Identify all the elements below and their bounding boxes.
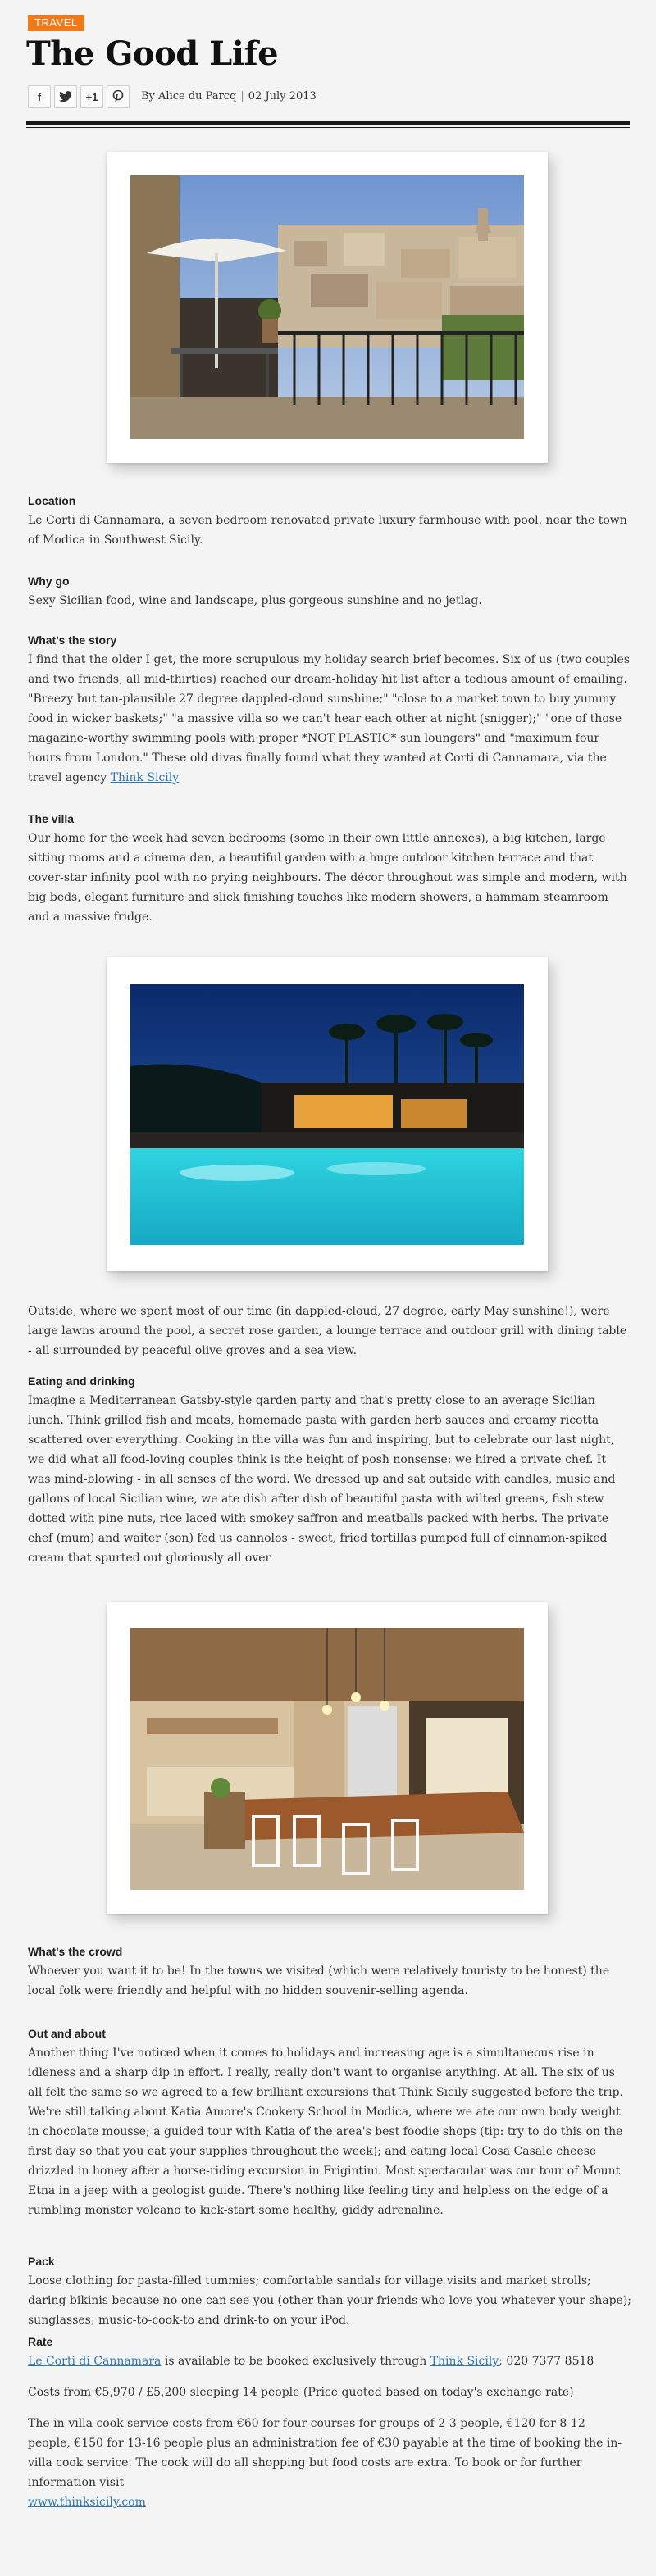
section-out-about xyxy=(28,2026,631,2220)
pinterest-icon[interactable] xyxy=(107,85,130,108)
section-body: I find that the older I get, the more scrupulous my holiday search brief becomes. Six of us (two couples and two friends, all mid-thirties) reached our dream-holiday hit list after a tedious amount of emailing. "Breezy but tan-plausible 27 degree dappled-cloud sunshine;" "close to a market town to buy yummy food in wicker baskets;" "a massive villa so we can't hear each other at night (snigger);" "one of those magazine-worthy swimming pools with proper *NOT PLASTIC* sun loungers" and "maximum four hours from London." These old divas finally found what they wanted at Corti di Cannamara, via the travel agency Think Sicily xyxy=(28,653,631,784)
kitchen-photo xyxy=(130,1628,524,1890)
think-sicily-link[interactable]: Think Sicily xyxy=(430,2355,499,2368)
share-bar xyxy=(28,85,130,108)
section-body: Whoever you want it to be! In the towns we visited (which were relatively touristy to be honest) the local folk were friendly and helpful with no hidden souvenir-selling agenda. xyxy=(28,1965,610,1997)
section-body: Outside, where we spent most of our time (in dappled-cloud, 27 degree, early May sunshine!), were large lawns around the pool, a secret rose garden, a lounge terrace and outdoor grill with dining table - all surrounded by peaceful olive groves and a sea view. xyxy=(28,1305,627,1357)
section-heading: Out and about xyxy=(28,2027,106,2040)
section-body: Le Corti di Cannamara, a seven bedroom renovated private luxury farmhouse with pool, near the town of Modica in Southwest Sicily. xyxy=(28,514,627,547)
section-outside xyxy=(28,1302,631,1361)
publish-date: 02 July 2013 xyxy=(248,90,317,102)
section-body: Another thing I've noticed when it comes to holidays and increasing age is a simultaneous rise in idleness and a sharp dip in effort. I really, really don't want to organise anything. At all. The six of us all felt the same so we agreed to a few brilliant excursions that Think Sicily suggested before the trip. We're still talking about Katia Amore's Cookery School in Modica, where we ate our own body weight in chocolate mousse; a guided tour with Katia of the area's best foodie shops (tip: try to do this on the first day so that you eat your supplies throughout the week); and eating local Cosa Casale cheese drizzled in honey after a horse-riding excursion in Frigintini. Most spectacular was our tour of Mount Etna in a jeep with a geologist guide. There's nothing like feeling tiny and helpless on the edge of a rumbling monster volcano to kick-start some healthy, giddy adrenaline. xyxy=(28,2047,623,2217)
rate-costs: Costs from €5,970 / £5,200 sleeping 14 people (Price quoted based on today's exchange rate) xyxy=(28,2386,574,2399)
section-why-go xyxy=(28,574,631,611)
section-villa xyxy=(28,811,631,927)
section-rate xyxy=(28,2334,631,2512)
section-crowd xyxy=(28,1944,631,2001)
header-rule-thin xyxy=(26,127,630,128)
section-heading: Location xyxy=(28,494,76,507)
section-heading: What's the story xyxy=(28,634,117,647)
section-story xyxy=(28,633,631,807)
rate-cook: The in-villa cook service costs from €60 for four courses for groups of 2-3 people, €120 for 8-12 people, €150 for 13-16 people plus an administration fee of €30 payable at the time of booking the in-villa cook service. The cook will do all shopping but food costs are extra. To book or for further information visit www.thinksicily.com xyxy=(28,2417,622,2509)
section-heading: What's the crowd xyxy=(28,1945,123,1958)
think-sicily-link[interactable]: Think Sicily xyxy=(110,771,180,784)
section-heading: The villa xyxy=(28,812,75,825)
rate-booking: Le Corti di Cannamara is available to be booked exclusively through Think Sicily; 020 7377 8518 xyxy=(28,2355,594,2368)
thinksicily-url-link[interactable]: www.thinksicily.com xyxy=(28,2496,146,2509)
section-eating xyxy=(28,1374,631,1588)
author-name[interactable]: By Alice du Parcq xyxy=(141,90,237,102)
category-tag[interactable]: TRAVEL xyxy=(28,15,84,31)
photo-frame-pool xyxy=(107,957,548,1271)
section-body: Sexy Sicilian food, wine and landscape, plus gorgeous sunshine and no jetlag. xyxy=(28,594,482,607)
pool-photo xyxy=(130,984,524,1245)
section-pack xyxy=(28,2254,631,2330)
section-heading: Eating and drinking xyxy=(28,1374,135,1388)
photo-frame-kitchen xyxy=(107,1602,548,1914)
twitter-icon[interactable] xyxy=(54,85,77,108)
section-body: Loose clothing for pasta-filled tummies; comfortable sandals for village visits and market strolls; daring bikinis because no one can see you (other than your friends who love you whatever your shape); sunglasses; music-to-cook-to and drink-to on your iPod. xyxy=(28,2274,632,2327)
section-body: Our home for the week had seven bedrooms (some in their own little annexes), a big kitchen, large sitting rooms and a cinema den, a beautiful garden with a huge outdoor kitchen terrace and that cover-star infinity pool with no prying neighbours. The décor throughout was simple and modern, with big beds, elegant furniture and slick finishing touches like modern showers, a hammam steamroom and a massive fridge. xyxy=(28,832,627,924)
corti-link[interactable]: Le Corti di Cannamara xyxy=(28,2355,162,2368)
terrace-photo xyxy=(130,175,524,439)
section-heading: Rate xyxy=(28,2335,53,2348)
googleplus-icon[interactable]: +1 xyxy=(80,85,103,108)
section-location xyxy=(28,493,631,550)
header-rule-thick xyxy=(26,121,630,125)
page-title: The Good Life xyxy=(26,34,279,73)
section-heading: Pack xyxy=(28,2255,55,2268)
photo-frame-terrace xyxy=(107,152,548,463)
section-body: Imagine a Mediterranean Gatsby-style garden party and that's pretty close to an average Sicilian lunch. Think grilled fish and meats, homemade pasta with garden herb sauces and creamy ricotta scattered over everything. Cooking in the villa was fun and inspiring, but to celebrate our last night, we did what all food-loving couples think is the height of posh nonsense: we hired a private chef. It was mind-blowing - in all senses of the word. We dressed up and sat outside with candles, music and gallons of local Sicilian wine, we ate dish after dish of beautiful pasta with wilted greens, fish stew dotted with pine nuts, rice laced with smokey saffron and meatballs packed with herbs. The private chef (mum) and waiter (son) fed us cannolos - sweet, fried tortillas pumped full of cinnamon-spiked cream that spurted out gloriously all over xyxy=(28,1394,616,1565)
section-heading: Why go xyxy=(28,575,70,588)
byline: By Alice du Parcq | 02 July 2013 xyxy=(141,90,317,102)
facebook-icon[interactable]: f xyxy=(28,85,51,108)
